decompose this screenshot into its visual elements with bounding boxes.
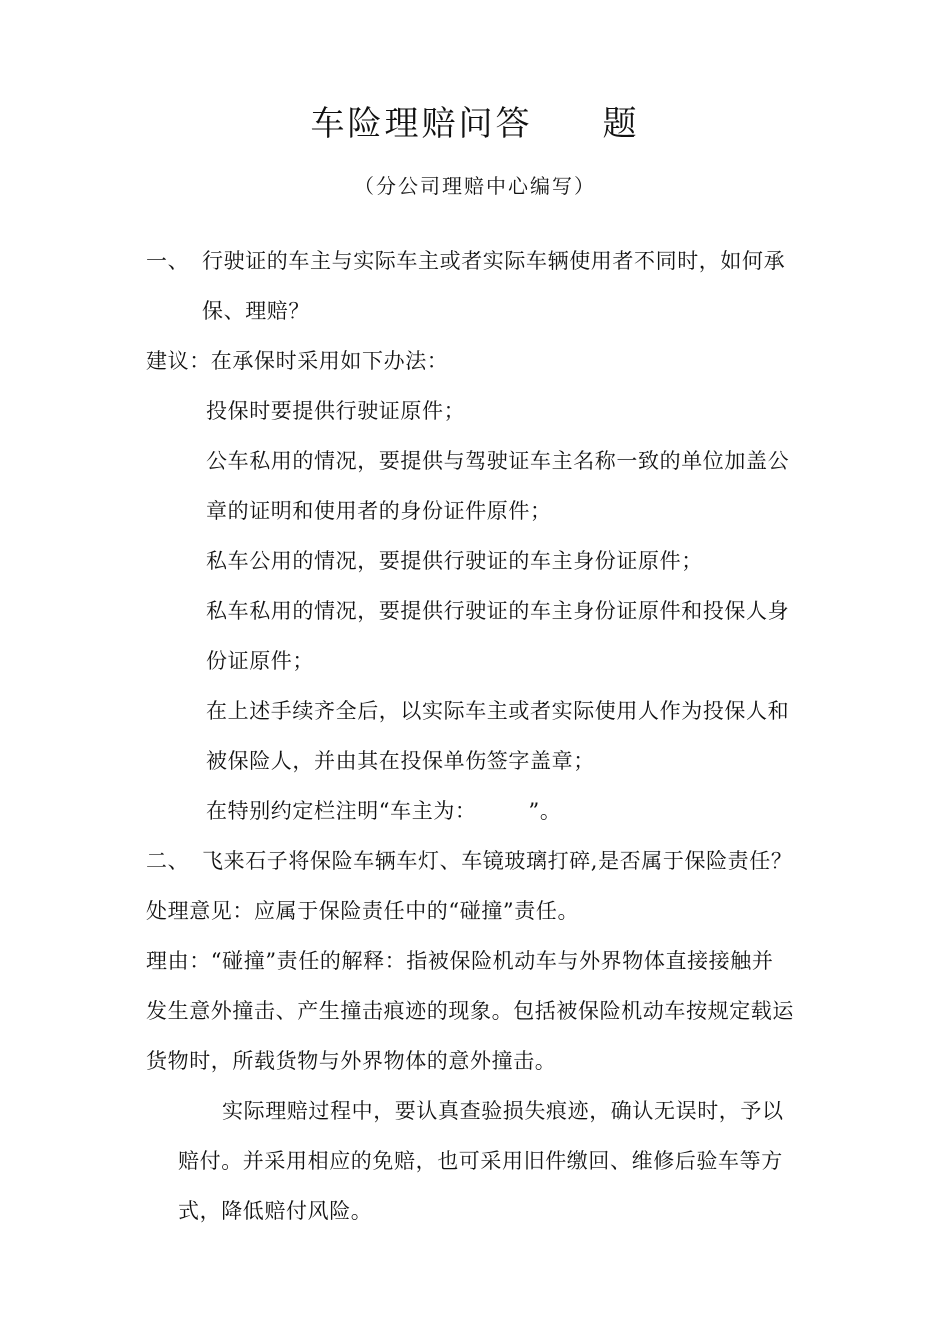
special-agreement-suffix: ”。 [528,799,562,823]
practice-line: 式，降低赔付风险。 [178,1199,373,1223]
document-subtitle: （分公司理赔中心编写） [354,174,596,198]
question-1-number: 一、 [146,249,190,273]
handling-opinion: 处理意见：应属于保险责任中的“碰撞”责任。 [146,899,580,923]
question-1-line-1 [146,246,785,276]
title-tail: 题 [602,104,640,144]
suggestion-item: 私车公用的情况，要提供行驶证的车主身份证原件； [206,549,703,573]
question-2-text: 飞来石子将保险车辆车灯、车镜玻璃打碎,是否属于保险责任？ [202,849,793,873]
practice-line: 实际理赔过程中，要认真查验损失痕迹，确认无误时，予以 [222,1099,784,1123]
practice-line: 赔付。并采用相应的免赔，也可采用旧件缴回、维修后验车等方 [178,1149,783,1173]
special-agreement-prefix: 在特别约定栏注明“车主为： [206,799,477,823]
suggestion-item: 在上述手续齐全后，以实际车主或者实际使用人作为投保人和 [206,699,790,723]
suggestion-item: 章的证明和使用者的身份证件原件； [206,499,552,523]
suggestion-heading: 建议：在承保时采用如下办法： [146,349,449,373]
suggestion-item: 投保时要提供行驶证原件； [206,399,466,423]
reason-line: 理由：“碰撞”责任的解释：指被保险机动车与外界物体直接接触并 [146,949,774,973]
question-1-text: 行驶证的车主与实际车主或者实际车辆使用者不同时，如何承 [202,249,786,273]
question-2-line [146,846,792,876]
reason-line: 发生意外撞击、产生撞击痕迹的现象。包括被保险机动车按规定载运 [146,999,794,1023]
question-1-line-2: 保、理赔？ [202,299,310,323]
document-title [0,102,950,146]
suggestion-item: 份证原件； [206,649,314,673]
suggestion-item: 被保险人，并由其在投保单伤签字盖章； [206,749,595,773]
suggestion-item: 私车私用的情况，要提供行驶证的车主身份证原件和投保人身 [206,599,790,623]
reason-line: 货物时，所载货物与外界物体的意外撞击。 [146,1049,557,1073]
question-2-number: 二、 [146,849,190,873]
special-agreement-line [206,796,561,826]
title-main: 车险理赔问答 [310,104,533,144]
suggestion-item: 公车私用的情况，要提供与驾驶证车主名称一致的单位加盖公 [206,449,790,473]
